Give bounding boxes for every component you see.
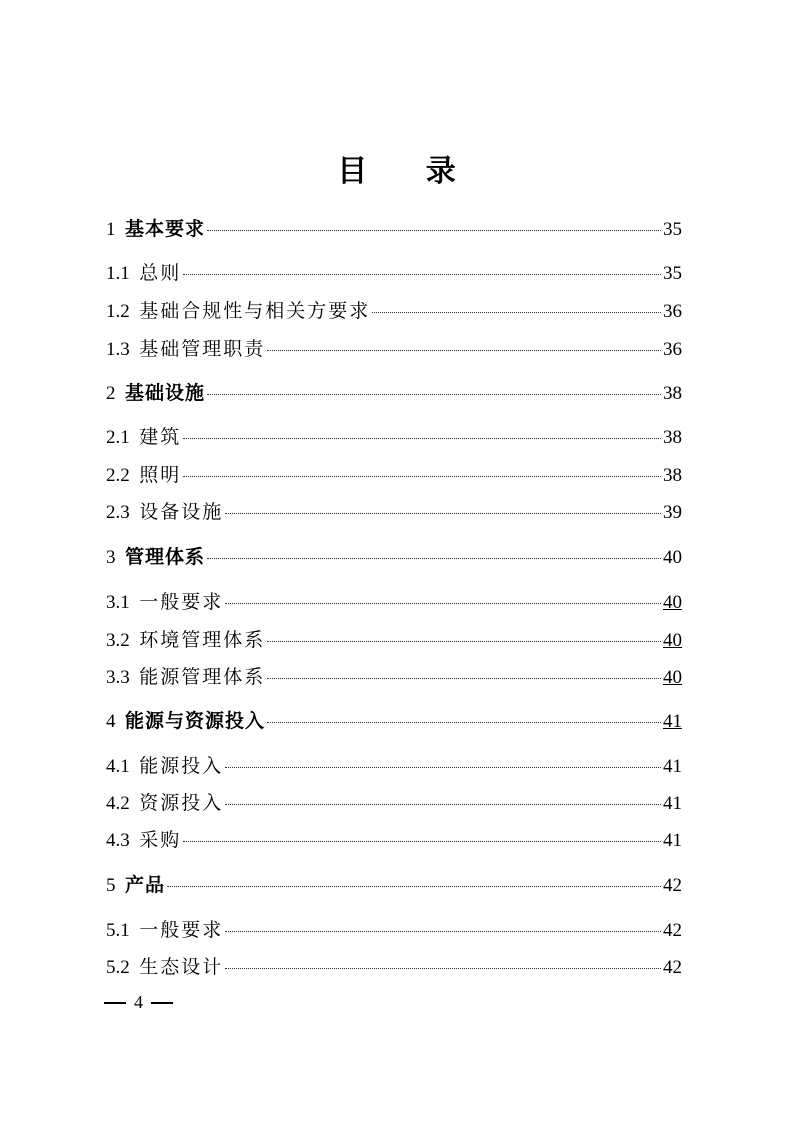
- toc-leader-dots: [225, 968, 661, 969]
- toc-entry-label: 能源管理体系: [139, 666, 266, 688]
- footer-dash-right: [151, 1002, 173, 1004]
- toc-entry-label: 基础设施: [125, 382, 206, 404]
- toc-leader-dots: [267, 350, 661, 351]
- toc-entry-number: 3.3: [106, 667, 140, 688]
- page-title: 目 录: [337, 154, 480, 189]
- toc-entry-number: 5.2: [106, 957, 140, 978]
- toc-leader-dots: [225, 804, 661, 805]
- toc-entry-page: 42: [663, 957, 682, 978]
- footer-dash-left: [104, 1002, 126, 1004]
- toc-entry-label: 环境管理体系: [139, 629, 266, 651]
- toc-leader-dots: [183, 438, 661, 439]
- toc-entry-label: 一般要求: [139, 919, 224, 941]
- page-footer: [104, 992, 173, 1013]
- toc-leader-dots: [207, 230, 661, 231]
- toc-entry[interactable]: [106, 542, 682, 568]
- toc-entry[interactable]: [106, 662, 682, 688]
- toc-entry-page: 39: [663, 502, 682, 523]
- toc-entry-label: 能源投入: [139, 755, 224, 777]
- toc-entry[interactable]: [106, 788, 682, 814]
- toc-entry[interactable]: [106, 706, 682, 732]
- toc-entry[interactable]: [106, 625, 682, 651]
- toc-entry-page: 38: [663, 465, 682, 486]
- toc-leader-dots: [207, 394, 661, 395]
- toc-entry-page: 38: [663, 383, 682, 404]
- footer-page-number: 4: [134, 992, 143, 1012]
- toc-entry-number: 3.2: [106, 630, 140, 651]
- toc-entry-number: 2: [106, 383, 125, 404]
- toc-entry-number: 4.1: [106, 756, 140, 777]
- toc-leader-dots: [267, 641, 661, 642]
- toc-entry-number: 1.1: [106, 263, 140, 284]
- toc-entry-label: 管理体系: [125, 546, 206, 568]
- toc-leader-dots: [183, 841, 661, 842]
- toc-entry[interactable]: [106, 751, 682, 777]
- toc-entry-label: 基本要求: [125, 218, 206, 240]
- toc-entry-number: 2.1: [106, 427, 140, 448]
- toc-entry-label: 能源与资源投入: [125, 710, 266, 732]
- toc-entry-page: 36: [663, 339, 682, 360]
- toc-entry[interactable]: [106, 497, 682, 523]
- toc-entry-label: 生态设计: [139, 956, 224, 978]
- toc-entry-number: 5: [106, 875, 125, 896]
- toc-entry-number: 4: [106, 711, 125, 732]
- toc-entry-page: 42: [663, 875, 682, 896]
- toc-leader-dots: [372, 312, 661, 313]
- toc-leader-dots: [225, 767, 661, 768]
- toc-entry[interactable]: [106, 870, 682, 896]
- toc-entry[interactable]: [106, 258, 682, 284]
- toc-entry[interactable]: [106, 214, 682, 240]
- toc-entry-label: 采购: [139, 829, 182, 851]
- toc-entry-page: 42: [663, 920, 682, 941]
- toc-entry-number: 2.2: [106, 465, 140, 486]
- toc-entry[interactable]: [106, 296, 682, 322]
- toc-entry[interactable]: [106, 825, 682, 851]
- toc-entry-label: 基础合规性与相关方要求: [139, 300, 371, 322]
- toc-leader-dots: [183, 476, 661, 477]
- toc-entry[interactable]: [106, 378, 682, 404]
- toc-entry[interactable]: [106, 334, 682, 360]
- toc-entry-label: 一般要求: [139, 591, 224, 613]
- toc-entry-number: 1: [106, 219, 125, 240]
- toc-entry-page: 40: [663, 547, 682, 568]
- toc-entry-page: 41: [663, 711, 682, 732]
- toc-entry-page: 38: [663, 427, 682, 448]
- toc-entry-page: 41: [663, 830, 682, 851]
- toc-entry-label: 建筑: [139, 426, 182, 448]
- toc-entry-number: 3.1: [106, 592, 140, 613]
- toc-entry-number: 5.1: [106, 920, 140, 941]
- toc-entry-number: 4.3: [106, 830, 140, 851]
- toc-entry-page: 35: [663, 219, 682, 240]
- toc-entry-page: 40: [663, 667, 682, 688]
- toc-entry-label: 产品: [125, 874, 166, 896]
- toc-leader-dots: [183, 274, 661, 275]
- toc-leader-dots: [267, 678, 661, 679]
- toc-leader-dots: [207, 558, 661, 559]
- toc-entry-number: 4.2: [106, 793, 140, 814]
- toc-entry-page: 40: [663, 630, 682, 651]
- toc-entry[interactable]: [106, 952, 682, 978]
- toc-leader-dots: [225, 931, 661, 932]
- toc-entry-label: 资源投入: [139, 792, 224, 814]
- toc-entry-number: 1.3: [106, 339, 140, 360]
- toc-entry-page: 35: [663, 263, 682, 284]
- toc-entry-page: 36: [663, 301, 682, 322]
- toc-entry[interactable]: [106, 460, 682, 486]
- toc-entry-page: 41: [663, 756, 682, 777]
- toc-entry-page: 41: [663, 793, 682, 814]
- toc-leader-dots: [225, 603, 661, 604]
- toc-entry[interactable]: [106, 587, 682, 613]
- toc-entry-number: 3: [106, 547, 125, 568]
- toc-entry[interactable]: [106, 915, 682, 941]
- toc-leader-dots: [167, 886, 661, 887]
- toc-entry-label: 设备设施: [139, 501, 224, 523]
- toc-entry-page: 40: [663, 592, 682, 613]
- toc-entry[interactable]: [106, 422, 682, 448]
- toc-entry-number: 1.2: [106, 301, 140, 322]
- toc-entry-label: 总则: [139, 262, 182, 284]
- toc-entry-label: 照明: [139, 464, 182, 486]
- toc-entry-label: 基础管理职责: [139, 338, 266, 360]
- toc-leader-dots: [225, 513, 661, 514]
- toc-leader-dots: [267, 722, 661, 723]
- toc-entry-number: 2.3: [106, 502, 140, 523]
